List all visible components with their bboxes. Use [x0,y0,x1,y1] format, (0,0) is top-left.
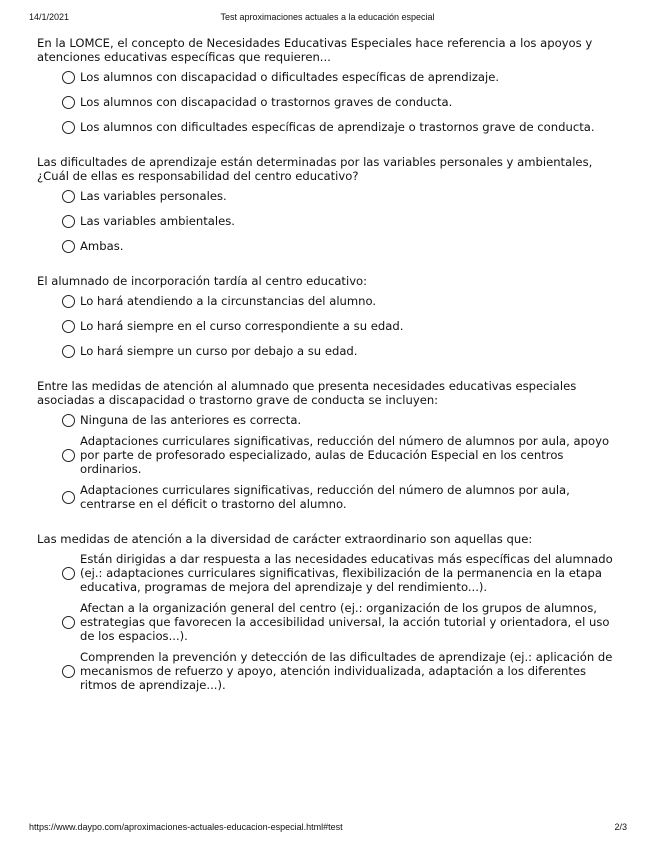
question-text: Las dificultades de aprendizaje están determinadas por las variables personales y ambientales, ¿Cuál de ellas es responsabilidad del centro educativo? [37,155,593,183]
answer-option[interactable] [62,189,621,203]
print-url: https://www.daypo.com/aproximaciones-actuales-educacion-especial.html#test [29,822,343,832]
answer-label: Lo hará atendiendo a la circunstancias del alumno. [80,294,377,308]
radio-button-icon[interactable] [62,121,75,134]
answer-option[interactable] [62,413,621,427]
radio-button-icon[interactable] [62,190,75,203]
answer-option[interactable] [62,319,621,333]
radio-button-icon[interactable] [62,449,75,462]
page-number: 2/3 [614,822,627,832]
answer-option[interactable] [62,70,621,84]
question-text: En la LOMCE, el concepto de Necesidades Educativas Especiales hace referencia a los apoyos y atenciones educativas específicas que requieren... [37,36,593,64]
answer-label: Ambas. [80,239,124,253]
answer-option[interactable] [62,601,621,643]
question-text: Las medidas de atención a la diversidad de carácter extraordinario son aquellas que: [37,532,533,546]
answer-option[interactable] [62,294,621,308]
radio-button-icon[interactable] [62,71,75,84]
answer-label: Ninguna de las anteriores es correcta. [80,413,302,427]
answer-option[interactable] [62,120,621,134]
radio-button-icon[interactable] [62,345,75,358]
print-date: 14/1/2021 [29,12,70,22]
question-text: El alumnado de incorporación tardía al centro educativo: [37,274,368,288]
print-footer [0,822,655,834]
question-1 [37,36,621,134]
question-3 [37,274,621,358]
radio-button-icon[interactable] [62,665,75,678]
quiz-content [37,36,621,713]
radio-button-icon[interactable] [62,96,75,109]
print-header [0,12,655,24]
answer-option[interactable] [62,650,621,692]
answer-option[interactable] [62,95,621,109]
radio-button-icon[interactable] [62,295,75,308]
radio-button-icon[interactable] [62,320,75,333]
radio-button-icon[interactable] [62,491,75,504]
answer-option[interactable] [62,483,621,511]
answer-label: Lo hará siempre un curso por debajo a su edad. [80,344,358,358]
answer-option[interactable] [62,344,621,358]
print-title: Test aproximaciones actuales a la educación especial [220,12,435,22]
answer-option[interactable] [62,552,621,594]
radio-button-icon[interactable] [62,240,75,253]
answer-option[interactable] [62,434,621,476]
radio-button-icon[interactable] [62,567,75,580]
radio-button-icon[interactable] [62,215,75,228]
answer-label: Comprenden la prevención y detección de las dificultades de aprendizaje (ej.: aplicación de mecanismos de refuerzo y apoyo, atención individualizada, adaptación a los diferentes ritmos de aprendizaje...). [80,650,613,692]
answer-label: Adaptaciones curriculares significativas, reducción del número de alumnos por aula, apoyo por parte de profesorado especializado, aulas de Educación Especial en los centros ordinarios. [80,434,610,476]
answer-label: Están dirigidas a dar respuesta a las necesidades educativas más específicas del alumnado (ej.: adaptaciones curriculares significativas, flexibilización de la permanencia en la etapa educativa, programas de mejora del aprendizaje y del rendimiento...). [80,552,613,594]
answer-option[interactable] [62,214,621,228]
question-4 [37,379,621,511]
answer-label: Adaptaciones curriculares significativas, reducción del número de alumnos por aula, centrarse en el déficit o trastorno del alumno. [80,483,570,511]
answer-label: Los alumnos con dificultades específicas de aprendizaje o trastornos grave de conducta. [80,120,595,134]
question-text: Entre las medidas de atención al alumnado que presenta necesidades educativas especiales asociadas a discapacidad o trastorno grave de conducta se incluyen: [37,379,577,407]
question-2 [37,155,621,253]
answer-label: Los alumnos con discapacidad o trastornos graves de conducta. [80,95,453,109]
radio-button-icon[interactable] [62,414,75,427]
answer-label: Las variables personales. [80,189,227,203]
radio-button-icon[interactable] [62,616,75,629]
answer-label: Las variables ambientales. [80,214,235,228]
answer-option[interactable] [62,239,621,253]
answer-label: Afectan a la organización general del centro (ej.: organización de los grupos de alumnos, estrategias que favorecen la accesibilidad universal, la acción tutorial y orientadora, el uso de los espacios...). [80,601,610,643]
question-5 [37,532,621,692]
answer-label: Los alumnos con discapacidad o dificultades específicas de aprendizaje. [80,70,500,84]
answer-label: Lo hará siempre en el curso correspondiente a su edad. [80,319,404,333]
